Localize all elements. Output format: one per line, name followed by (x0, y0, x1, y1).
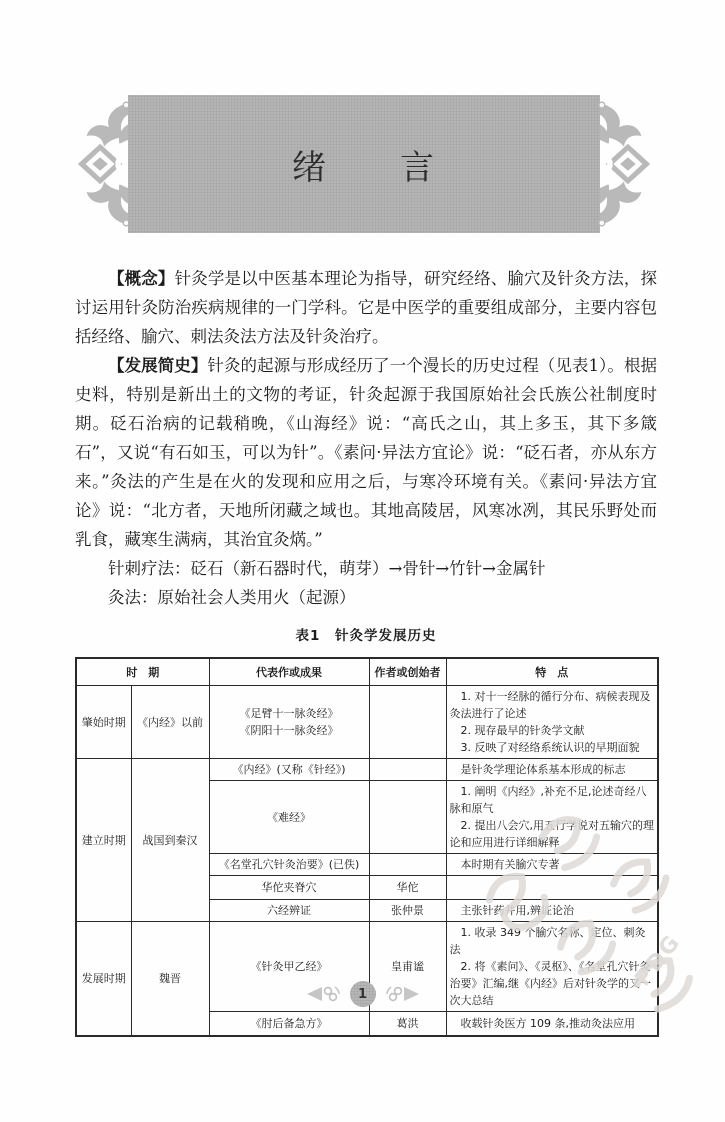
feature-item: 2. 现存最早的针灸学文献 (460, 724, 585, 737)
feature-item: 1. 阐明《内经》,补充不足,论述奇经八脉和原气 (449, 785, 647, 815)
header-author: 作者或创始者 (369, 658, 446, 686)
header-features: 特 点 (446, 658, 658, 686)
page-number: 1 (357, 986, 368, 1002)
chapter-banner (78, 95, 656, 233)
cell-author: 皇甫谧 (369, 922, 446, 1012)
feature-item: 主张针药并用,辨证论治 (460, 904, 574, 917)
concept-paragraph (75, 264, 657, 351)
page-footer (0, 978, 725, 1010)
cell-period: 发展时期 (76, 922, 131, 1036)
moxibustion-line: 灸法：原始社会人类用火（起源） (108, 588, 356, 607)
feature-item: 本时期有关腧穴专著 (460, 858, 560, 871)
cell-works: 华佗夹脊穴 (209, 876, 369, 900)
cell-era: 战国到秦汉 (131, 759, 209, 922)
cell-features (446, 759, 658, 781)
cell-author (369, 686, 446, 759)
cell-author: 葛洪 (369, 1012, 446, 1036)
header-period: 时 期 (76, 658, 209, 686)
cell-works (209, 686, 369, 759)
banner-ornament-left-icon (74, 99, 132, 229)
feature-item: 3. 反映了对经络系统认识的早期面貌 (460, 741, 640, 754)
cell-author (369, 854, 446, 876)
cell-works: 《内经》(又称《针经》) (209, 759, 369, 781)
feature-item: 收载针灸医方 109 条,推动灸法应用 (460, 1016, 635, 1030)
cell-features (446, 1012, 658, 1036)
concept-text: 针灸学是以中医基本理论为指导，研究经络、腧穴及针灸方法，探讨运用针灸防治疾病规律的一门学科。它是中医学的重要组成部分，主要内容包括经络、腧穴、刺法灸法方法及针灸治疗。 (75, 269, 657, 346)
cell-features (446, 781, 658, 854)
cell-works: 《肘后备急方》 (209, 1012, 369, 1036)
work-title: 《阴阳十一脉灸经》 (239, 724, 339, 737)
concept-label: 【概念】 (108, 269, 175, 288)
watermark-pdg-text: PDG (629, 929, 686, 992)
history-text: 针灸的起源与形成经历了一个漫长的历史过程（见表1）。根据史料，特别是新出土的文物的考证，针灸起源于我国原始社会氏族公社制度时期。砭石治病的记载稍晚，《山海经》说：“高氏之山，其上多玉，其下多箴石”，又说“有石如玉，可以为针”。《素问·异法方宜论》说：“砭石者，亦从东方来。”灸法的产生是在火的发现和应用之后，与寒冷环境有关。《素问·异法方宜论》说：“北方者，天地所闭藏之域也。其地高陵居，风寒冰冽，其民乐野处而乳食，藏寒生满病，其治宜灸焫。” (75, 356, 658, 549)
footer-ornament-right-icon (385, 984, 419, 1004)
cell-features (446, 854, 658, 876)
cell-features (446, 686, 658, 759)
cell-author: 张仲景 (369, 900, 446, 922)
table-caption: 表1 针灸学发展历史 (295, 628, 437, 644)
table-row (76, 686, 658, 759)
cell-author: 华佗 (369, 876, 446, 900)
cell-author (369, 781, 446, 854)
footer-ornament-left-icon (307, 984, 341, 1004)
cell-era: 魏晋 (131, 922, 209, 1036)
feature-item: 2. 将《素问》、《灵枢》、《名堂孔穴针灸治要》汇编,继《内经》后对针灸学的又一次大总结 (449, 960, 651, 1007)
needle-therapy-line: 针刺疗法：砭石（新石器时代，萌芽）→骨针→竹针→金属针 (108, 559, 546, 578)
table-row (76, 759, 658, 781)
feature-item: 2. 提出八会穴,用五行学说对五输穴的理论和应用进行详细解释 (449, 819, 654, 849)
feature-item: 1. 收录 349 个腧穴名称、定位、刺灸法 (449, 926, 646, 956)
cell-period: 建立时期 (76, 759, 131, 922)
page-title: 绪 言 (292, 147, 436, 188)
cell-works: 六经辨证 (209, 900, 369, 922)
header-works: 代表作或成果 (209, 658, 369, 686)
work-title: 《足臂十一脉灸经》 (239, 707, 339, 720)
table-header-row (76, 658, 658, 686)
cell-works: 《针灸甲乙经》 (209, 922, 369, 1012)
cell-features (446, 900, 658, 922)
history-paragraph (75, 351, 657, 554)
feature-item: 1. 对十一经脉的循行分布、病候表现及灸法进行了论述 (449, 690, 651, 720)
cell-features (446, 876, 658, 900)
cell-works: 《名堂孔穴针灸治要》(已佚) (209, 854, 369, 876)
history-label: 【发展简史】 (108, 356, 208, 375)
body-content (75, 264, 657, 1037)
feature-item: 是针灸学理论体系基本形成的标志 (460, 763, 626, 776)
cell-works: 《难经》 (209, 781, 369, 854)
page-number-badge (350, 981, 376, 1007)
cell-author (369, 759, 446, 781)
banner-ornament-right-icon (596, 99, 654, 229)
cell-period: 肇始时期 (76, 686, 131, 759)
cell-era: 《内经》以前 (131, 686, 209, 759)
